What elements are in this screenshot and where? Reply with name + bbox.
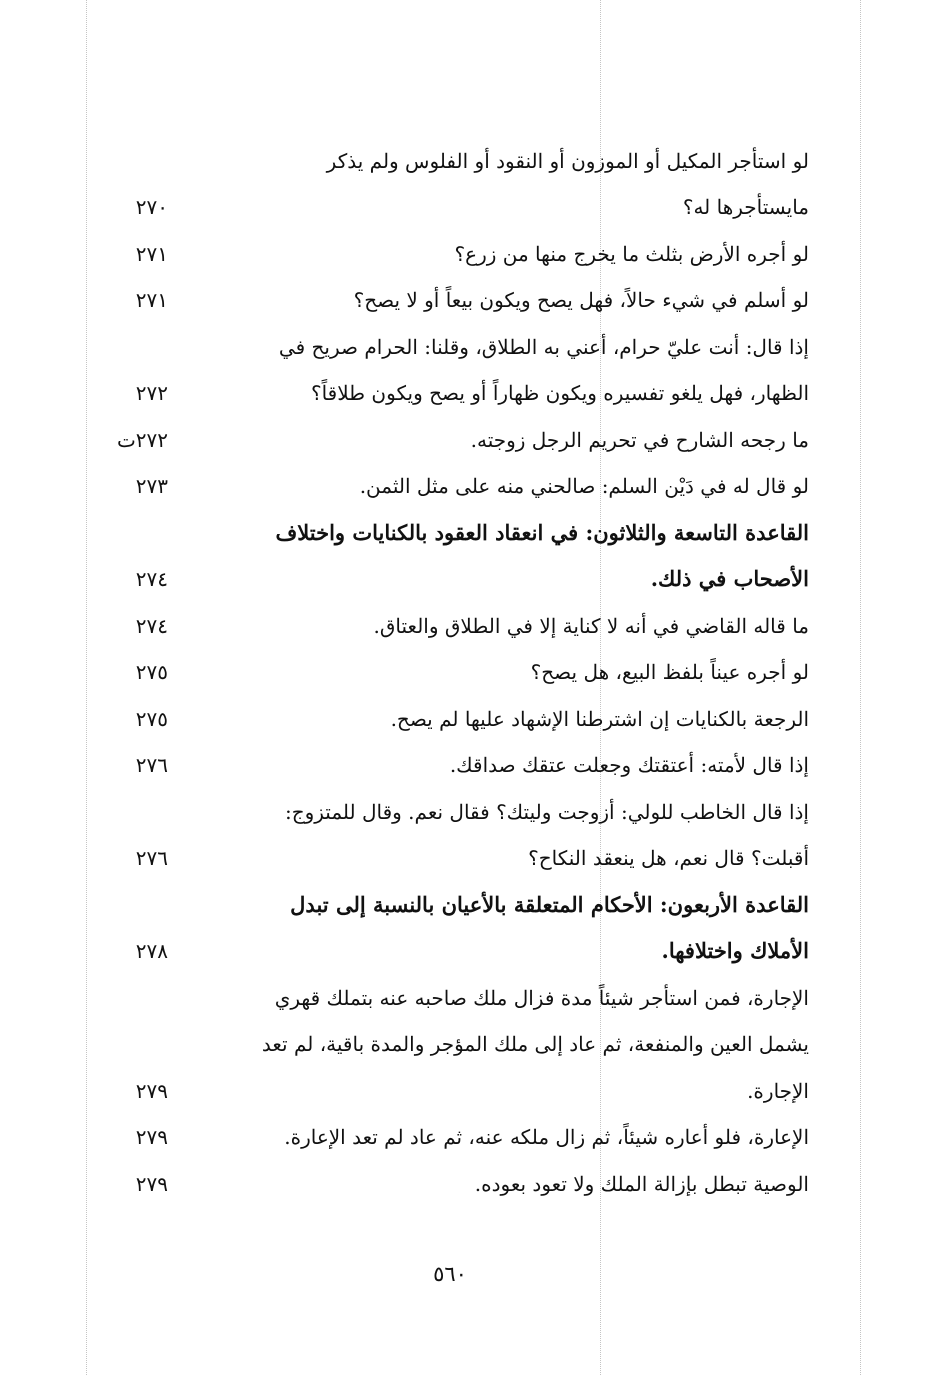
line-09-heading: القاعدة التاسعة والثلاثون: في انعقاد العقود بالكنايات واختلاف (275, 520, 809, 545)
line-12-page: ٢٧٥ (135, 660, 168, 684)
line-18-page: ٢٧٨ (135, 939, 168, 963)
line-16-text: أقبلت؟ قال نعم، هل ينعقد النكاح؟ (528, 846, 809, 870)
line-06-page: ٢٧٢ (135, 381, 168, 405)
line-03-text: لو أجره الأرض بثلث ما يخرج منها من زرع؟ (454, 242, 809, 266)
line-22-text: الإعارة، فلو أعاره شيئاً، ثم زال ملكه عنه، ثم عاد لم تعد الإعارة. (284, 1125, 809, 1149)
line-21-page: ٢٧٩ (135, 1079, 168, 1103)
line-07-page: ٢٧٢ت (116, 428, 168, 452)
line-02-page: ٢٧٠ (135, 195, 168, 219)
line-02-text: مايستأجرها له؟ (682, 195, 809, 219)
line-04-page: ٢٧١ (135, 288, 168, 312)
line-10-page: ٢٧٤ (135, 567, 168, 591)
line-18-heading: الأملاك واختلافها. (661, 938, 809, 963)
line-23-text: الوصية تبطل بإزالة الملك ولا تعود بعوده. (474, 1172, 809, 1196)
line-08-page: ٢٧٣ (135, 474, 168, 498)
line-13-text: الرجعة بالكنايات إن اشترطنا الإشهاد عليها لم يصح. (390, 707, 809, 731)
line-16-page: ٢٧٦ (135, 846, 168, 870)
line-22-page: ٢٧٩ (135, 1125, 168, 1149)
line-17-heading: القاعدة الأربعون: الأحكام المتعلقة بالأعيان بالنسبة إلى تبدل (290, 892, 809, 917)
line-14-page: ٢٧٦ (135, 753, 168, 777)
line-07-text: ما رجحه الشارح في تحريم الرجل زوجته. (470, 428, 809, 452)
line-19-text: الإجارة، فمن استأجر شيئاً مدة فزال ملك صاحبه عنه بتملك قهري (274, 986, 809, 1010)
line-15-text: إذا قال الخاطب للولي: أزوجت وليتك؟ فقال نعم. وقال للمتزوج: (284, 800, 809, 824)
line-21-text: الإجارة. (747, 1079, 809, 1103)
line-10-heading: الأصحاب في ذلك. (650, 566, 809, 591)
line-06-text: الظهار، فهل يلغو تفسيره ويكون ظهاراً أو يصح ويكون طلاقاً؟ (310, 381, 809, 405)
line-08-text: لو قال له في دَيْن السلم: صالحني منه على مثل الثمن. (359, 474, 809, 498)
line-14-text: إذا قال لأمته: أعتقتك وجعلت عتقك صداقك. (449, 753, 809, 777)
line-03-page: ٢٧١ (135, 242, 168, 266)
line-20-text: يشمل العين والمنفعة، ثم عاد إلى ملك المؤجر والمدة باقية، لم تعد (261, 1032, 809, 1056)
line-05-text: إذا قال: أنت عليّ حرام، أعني به الطلاق، وقلنا: الحرام صريح في (278, 335, 809, 359)
line-11-page: ٢٧٤ (135, 614, 168, 638)
line-12-text: لو أجره عيناً بلفظ البيع، هل يصح؟ (530, 660, 809, 684)
line-04-text: لو أسلم في شيء حالاً، فهل يصح ويكون بيعاً أو لا يصح؟ (353, 288, 809, 312)
margin-guide-right (860, 0, 861, 1375)
margin-guide-left (86, 0, 87, 1375)
line-23-page: ٢٧٩ (135, 1172, 168, 1196)
line-13-page: ٢٧٥ (135, 707, 168, 731)
line-01-text: لو استأجر المكيل أو الموزون أو النقود أو الفلوس ولم يذكر (326, 149, 809, 173)
page-number: ٥٦٠ (433, 1262, 467, 1286)
line-11-text: ما قاله القاضي في أنه لا كناية إلا في الطلاق والعتاق. (373, 614, 809, 638)
